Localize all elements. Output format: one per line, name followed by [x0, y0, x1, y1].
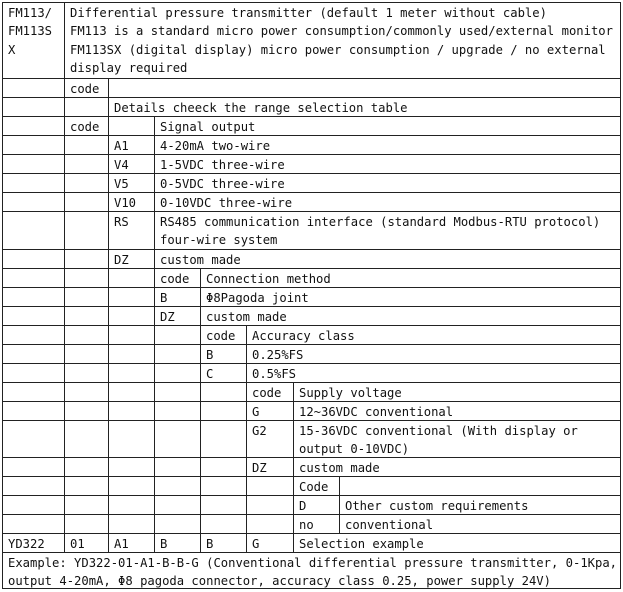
- blank-cell: [64, 457, 108, 476]
- blank-cell: [108, 116, 154, 135]
- blank-cell: [64, 514, 108, 533]
- blank-cell: [246, 495, 293, 514]
- blank-cell: [200, 420, 246, 457]
- signal-option-code: V4: [108, 154, 154, 173]
- selection-cell: A1: [108, 533, 154, 552]
- other-option-label: Other custom requirements: [339, 495, 621, 514]
- blank-cell: [64, 154, 108, 173]
- connection-option-code: DZ: [154, 306, 200, 325]
- accuracy-title: Accuracy class: [246, 325, 621, 344]
- signal-option-label: 0-10VDC three-wire: [154, 192, 621, 211]
- signal-option-label: 4-20mA two-wire: [154, 135, 621, 154]
- connection-title: Connection method: [200, 268, 621, 287]
- blank-cell: [2, 457, 64, 476]
- blank-cell: [200, 457, 246, 476]
- blank-cell: [64, 420, 108, 457]
- blank-cell: [64, 476, 108, 495]
- signal-option-label: 1-5VDC three-wire: [154, 154, 621, 173]
- blank-cell: [246, 514, 293, 533]
- supply-option-label: 15-36VDC conventional (With display or output 0-10VDC): [293, 420, 621, 457]
- supply-code-label: code: [246, 382, 293, 401]
- blank-cell: [154, 344, 200, 363]
- blank-cell: [108, 382, 154, 401]
- blank-cell: [108, 268, 154, 287]
- blank-cell: [2, 97, 64, 116]
- other-option-label: conventional: [339, 514, 621, 533]
- blank-cell: [200, 476, 246, 495]
- blank-cell: [200, 495, 246, 514]
- connection-code-label: code: [154, 268, 200, 287]
- blank-cell: [64, 211, 108, 249]
- blank-cell: [2, 420, 64, 457]
- blank-cell: [64, 325, 108, 344]
- selection-cell: G: [246, 533, 293, 552]
- selection-cell: 01: [64, 533, 108, 552]
- blank-cell: [108, 306, 154, 325]
- blank-cell: [200, 514, 246, 533]
- blank-cell: [154, 325, 200, 344]
- blank-cell: [2, 192, 64, 211]
- supply-option-code: DZ: [246, 457, 293, 476]
- connection-option-code: B: [154, 287, 200, 306]
- blank-cell: [64, 287, 108, 306]
- blank-cell: [2, 249, 64, 268]
- blank-cell: [154, 495, 200, 514]
- blank-cell: [64, 268, 108, 287]
- signal-title: Signal output: [154, 116, 621, 135]
- blank-cell: [2, 325, 64, 344]
- signal-option-code: V5: [108, 173, 154, 192]
- blank-cell: [2, 287, 64, 306]
- accuracy-option-label: 0.5%FS: [246, 363, 621, 382]
- blank-cell: [64, 401, 108, 420]
- signal-option-code: A1: [108, 135, 154, 154]
- blank-cell: [108, 325, 154, 344]
- blank-cell: [64, 249, 108, 268]
- signal-option-label: 0-5VDC three-wire: [154, 173, 621, 192]
- example-text: Example: YD322-01-A1-B-B-G (Conventional differential pressure transmitter, 0-1Kpa, output 4-20mA, Φ8 pagoda connector, accuracy class 0.25, power supply 24V): [2, 552, 621, 589]
- connection-option-label: custom made: [200, 306, 621, 325]
- signal-option-code: DZ: [108, 249, 154, 268]
- other-option-code: no: [293, 514, 339, 533]
- model-cell: FM113/ FM113S X: [2, 2, 64, 78]
- blank-cell: [2, 344, 64, 363]
- blank-cell: [339, 476, 621, 495]
- selection-cell: YD322: [2, 533, 64, 552]
- blank-cell: [2, 401, 64, 420]
- blank-cell: [2, 211, 64, 249]
- signal-option-code: RS: [108, 211, 154, 249]
- supply-title: Supply voltage: [293, 382, 621, 401]
- blank-cell: [154, 476, 200, 495]
- blank-cell: [108, 78, 621, 97]
- blank-cell: [108, 401, 154, 420]
- other-code-label: Code: [293, 476, 339, 495]
- blank-cell: [108, 457, 154, 476]
- selection-cell: B: [154, 533, 200, 552]
- blank-cell: [2, 306, 64, 325]
- blank-cell: [2, 173, 64, 192]
- blank-cell: [108, 344, 154, 363]
- blank-cell: [64, 344, 108, 363]
- blank-cell: [64, 363, 108, 382]
- connection-option-label: Φ8Pagoda joint: [200, 287, 621, 306]
- supply-option-label: custom made: [293, 457, 621, 476]
- blank-cell: [64, 173, 108, 192]
- blank-cell: [154, 401, 200, 420]
- blank-cell: [108, 514, 154, 533]
- blank-cell: [2, 382, 64, 401]
- blank-cell: [154, 457, 200, 476]
- signal-code-label: code: [64, 116, 108, 135]
- blank-cell: [108, 287, 154, 306]
- range-note: Details cheeck the range selection table: [108, 97, 621, 116]
- blank-cell: [200, 382, 246, 401]
- blank-cell: [2, 363, 64, 382]
- blank-cell: [246, 476, 293, 495]
- blank-cell: [154, 382, 200, 401]
- blank-cell: [154, 363, 200, 382]
- blank-cell: [2, 116, 64, 135]
- blank-cell: [200, 401, 246, 420]
- blank-cell: [108, 476, 154, 495]
- blank-cell: [64, 382, 108, 401]
- accuracy-option-label: 0.25%FS: [246, 344, 621, 363]
- blank-cell: [64, 135, 108, 154]
- signal-option-label: RS485 communication interface (standard Modbus-RTU protocol) four-wire system: [154, 211, 621, 249]
- blank-cell: [2, 495, 64, 514]
- blank-cell: [64, 306, 108, 325]
- supply-option-code: G2: [246, 420, 293, 457]
- blank-cell: [2, 476, 64, 495]
- range-code-label: code: [64, 78, 108, 97]
- blank-cell: [64, 192, 108, 211]
- accuracy-option-code: C: [200, 363, 246, 382]
- blank-cell: [64, 97, 108, 116]
- blank-cell: [108, 495, 154, 514]
- blank-cell: [64, 495, 108, 514]
- blank-cell: [108, 420, 154, 457]
- blank-cell: [2, 514, 64, 533]
- selection-cell: B: [200, 533, 246, 552]
- blank-cell: [108, 363, 154, 382]
- blank-cell: [2, 154, 64, 173]
- accuracy-option-code: B: [200, 344, 246, 363]
- accuracy-code-label: code: [200, 325, 246, 344]
- blank-cell: [154, 514, 200, 533]
- signal-option-code: V10: [108, 192, 154, 211]
- other-option-code: D: [293, 495, 339, 514]
- blank-cell: [2, 135, 64, 154]
- supply-option-code: G: [246, 401, 293, 420]
- selection-label: Selection example: [293, 533, 621, 552]
- supply-option-label: 12~36VDC conventional: [293, 401, 621, 420]
- blank-cell: [2, 268, 64, 287]
- blank-cell: [154, 420, 200, 457]
- model-description: Differential pressure transmitter (default 1 meter without cable) FM113 is a standard micro power consumption/commonly used/external monitor FM113SX (digital display) micro power consumption / upgrade / no external display required: [64, 2, 621, 78]
- blank-cell: [2, 78, 64, 97]
- signal-option-label: custom made: [154, 249, 621, 268]
